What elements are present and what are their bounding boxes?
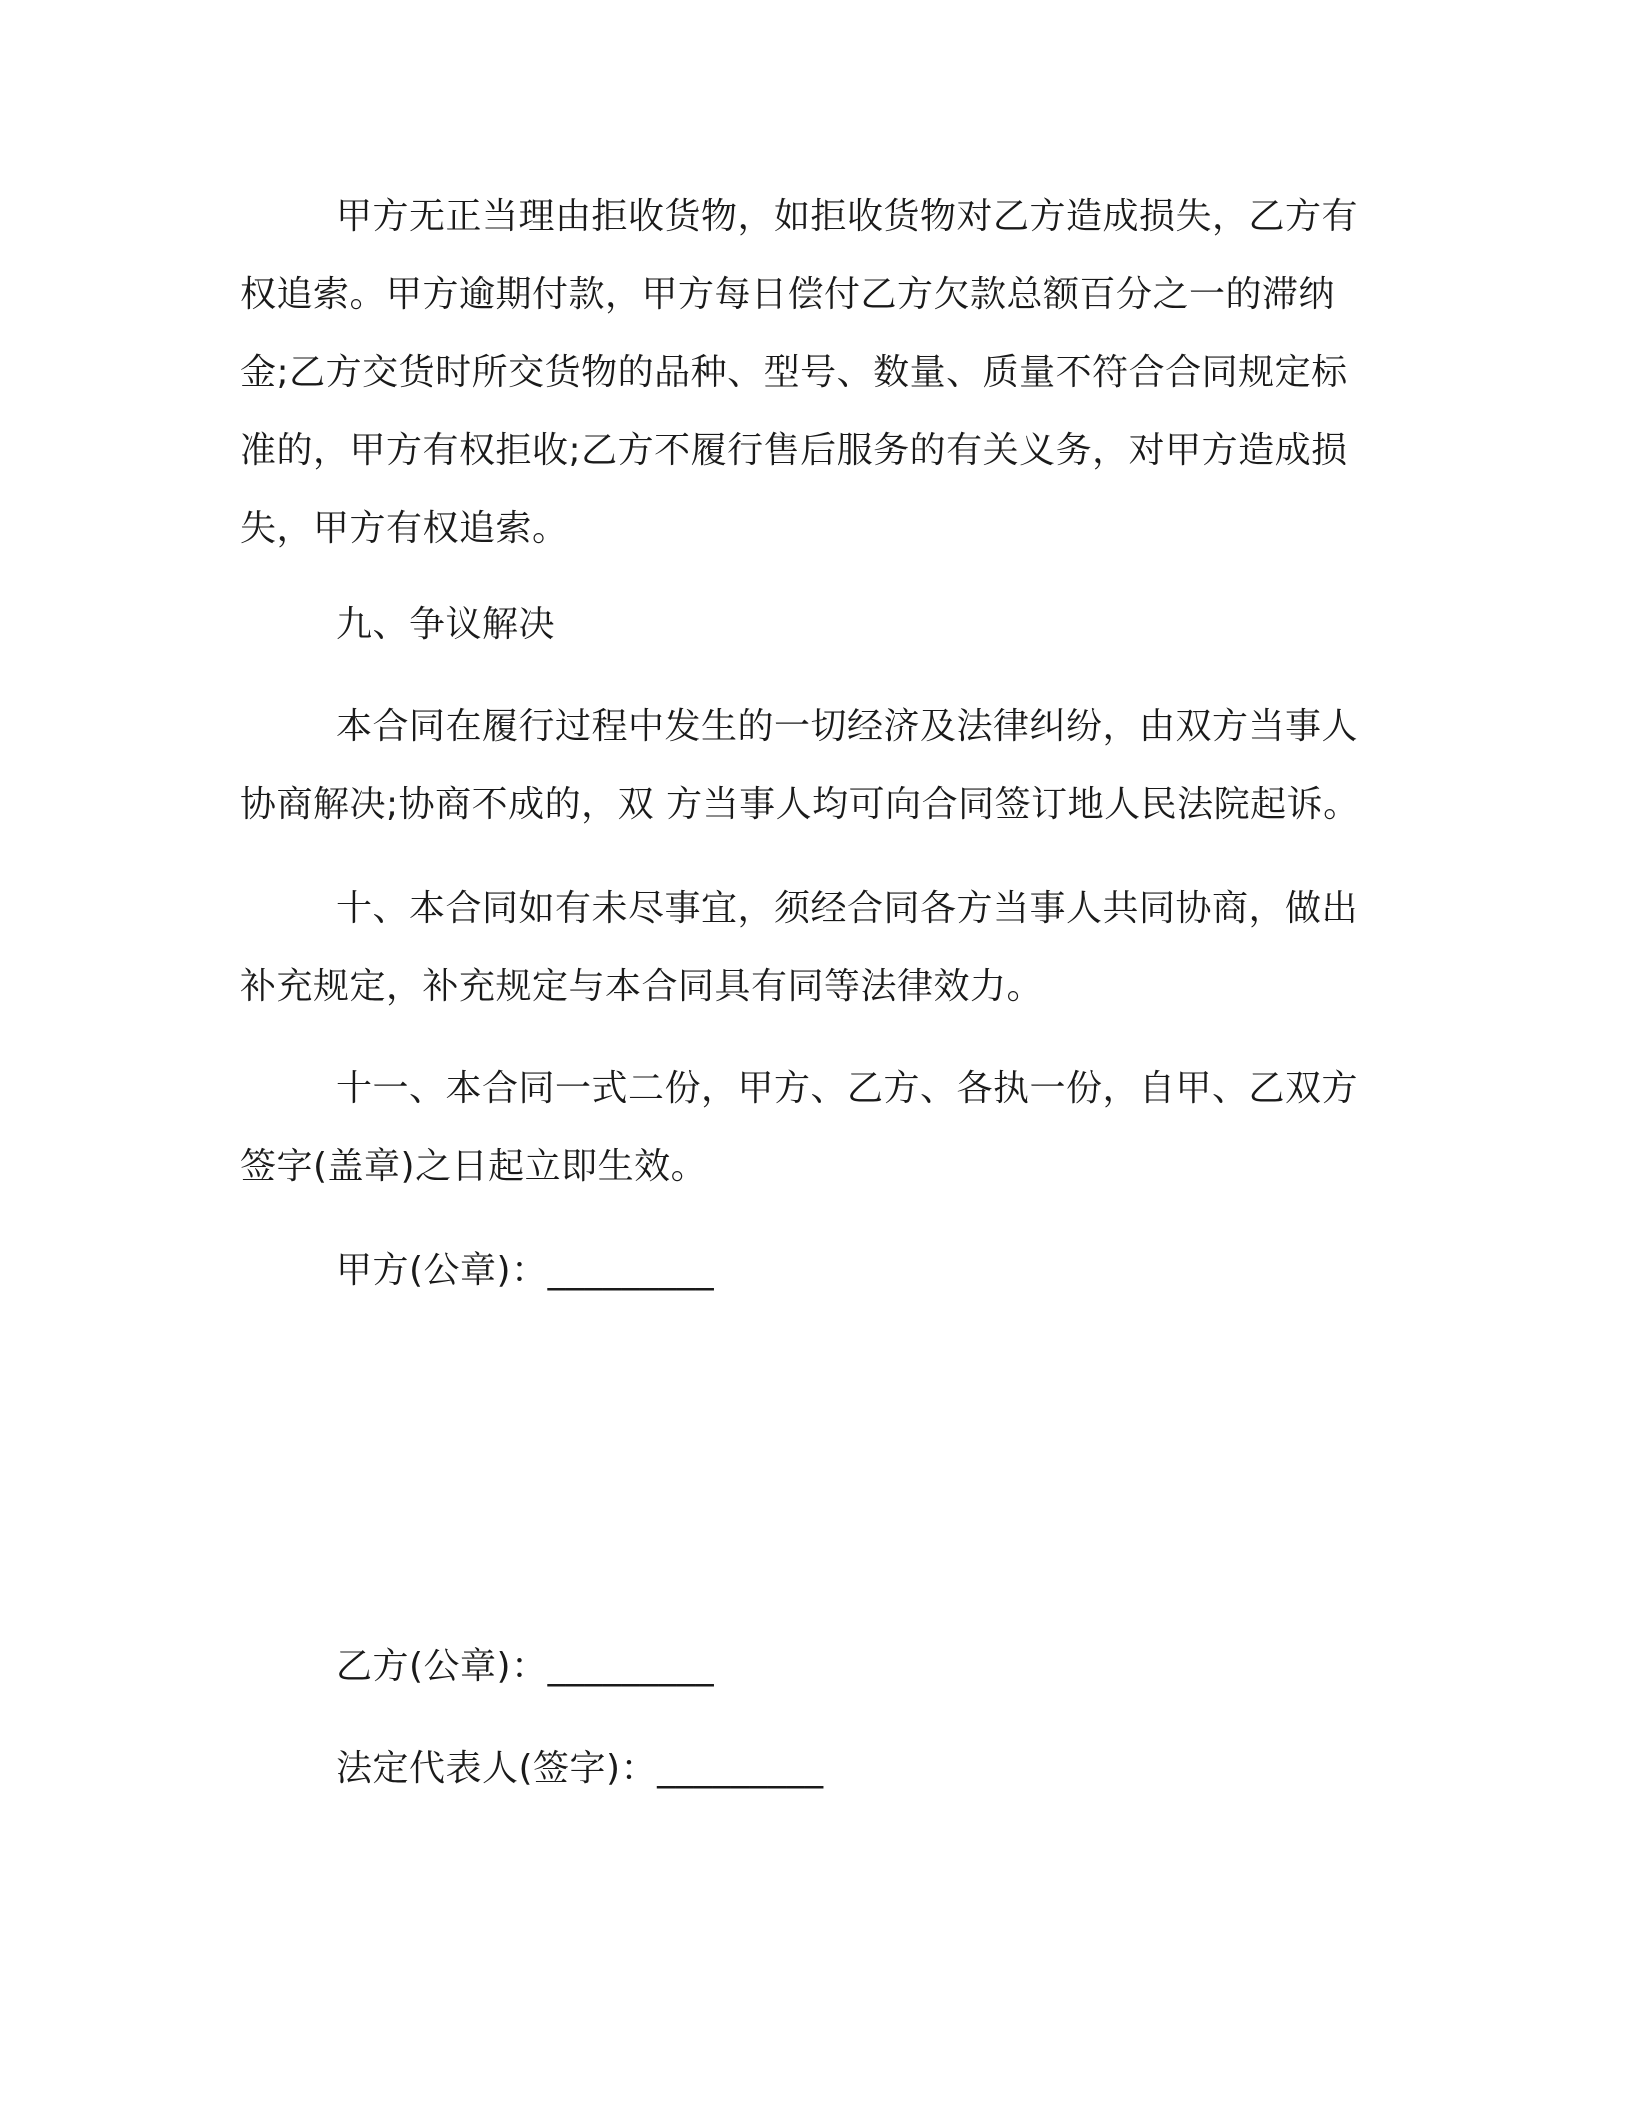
party-a-seal-label: 甲方(公章)： [336, 1250, 548, 1291]
legal-rep-label: 法定代表人(签字)： [336, 1748, 658, 1789]
paragraph-copies-and-effect: 十一、本合同一式二份，甲方、乙方、各执一份，自甲、乙双方签字(盖章)之日起立即生效。 [240, 1068, 1359, 1187]
legal-rep-blank: _________ [657, 1748, 824, 1789]
paragraph-dispute-resolution: 本合同在履行过程中发生的一切经济及法律纠纷，由双方当事人协商解决;协商不成的，双 方当事人均可向合同签订地人民法院起诉。 [240, 706, 1360, 825]
section-heading-dispute-resolution: 九、争议解决 [336, 604, 556, 645]
signature-line-party-b [336, 1628, 714, 1706]
paragraph-breach-liability: 甲方无正当理由拒收货物，如拒收货物对乙方造成损失，乙方有权追索。甲方逾期付款，甲方每日偿付乙方欠款总额百分之一的滞纳金;乙方交货时所交货物的品种、型号、数量、质量不符合合同规定标准的，甲方有权拒收;乙方不履行售后服务的有关义务，对甲方造成损失，甲方有权追索。 [240, 196, 1359, 549]
signature-line-legal-representative [336, 1730, 824, 1808]
party-a-seal-blank: _________ [547, 1250, 715, 1291]
signature-line-party-a [336, 1232, 714, 1310]
party-b-seal-label: 乙方(公章)： [336, 1646, 548, 1687]
party-b-seal-blank: _________ [547, 1646, 715, 1687]
paragraph-supplementary-terms: 十、本合同如有未尽事宜，须经合同各方当事人共同协商，做出补充规定，补充规定与本合同具有同等法律效力。 [240, 888, 1359, 1007]
